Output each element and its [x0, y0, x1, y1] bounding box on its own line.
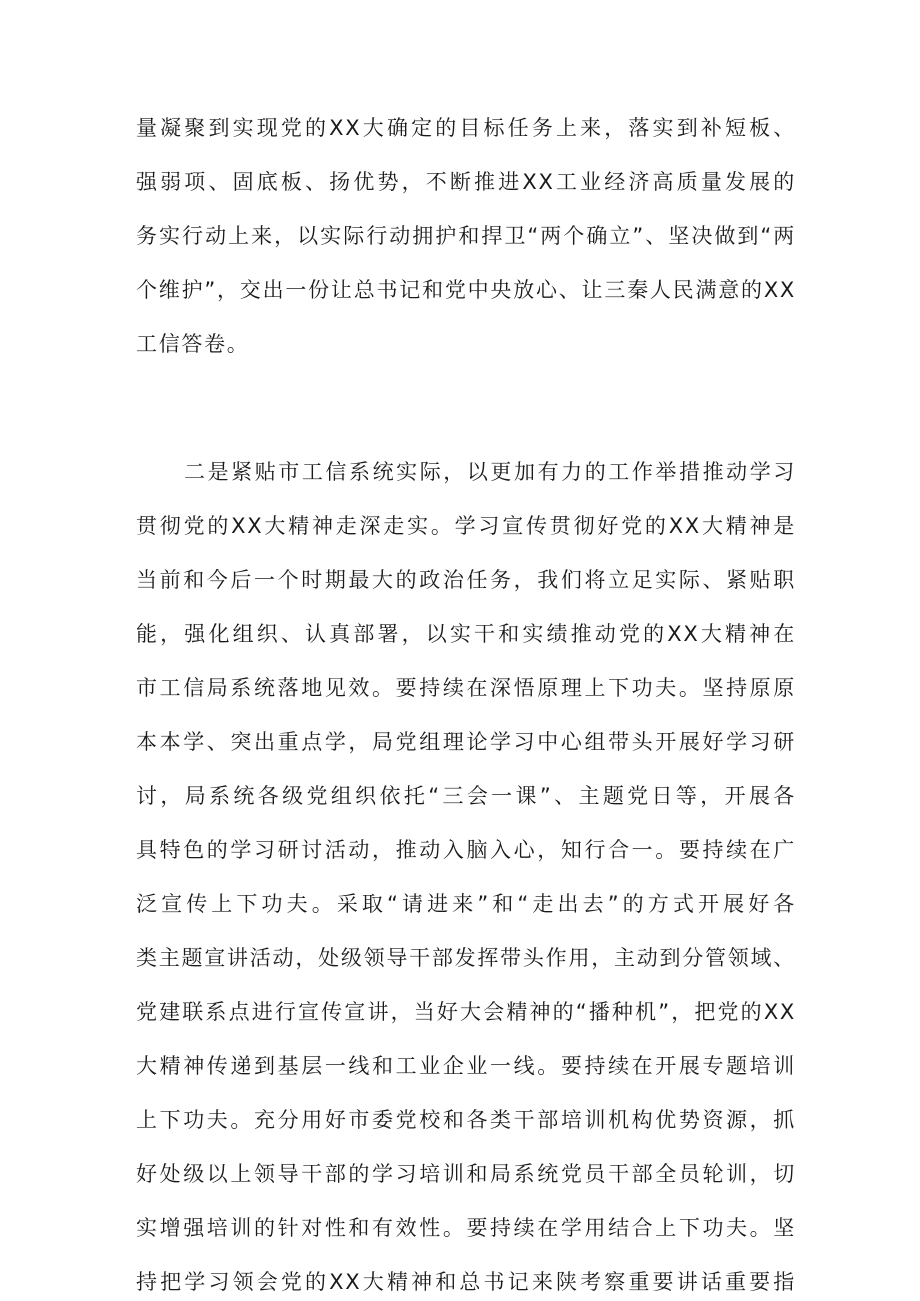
- paragraph-2-line-1: 二是紧贴市工信系统实际，以更加有力的工作举措推动学习: [184, 460, 796, 484]
- paragraph-2-line-8: 具特色的学习研讨活动，推动入脑入心，知行合一。要持续在广: [136, 838, 796, 862]
- paragraph-2-line-10: 类主题宣讲活动，处级领导干部发挥带头作用，主动到分管领域、: [136, 946, 796, 970]
- paragraph-1-line-1: 量凝聚到实现党的XX大确定的目标任务上来，落实到补短板、: [136, 116, 796, 140]
- paragraph-2-line-16: 持把学习领会党的XX大精神和总书记来陕考察重要讲话重要指: [136, 1270, 796, 1294]
- paragraph-2-line-15: 实增强培训的针对性和有效性。要持续在学用结合上下功夫。坚: [136, 1216, 796, 1240]
- paragraph-2-line-7: 讨，局系统各级党组织依托“三会一课”、主题党日等，开展各: [136, 784, 796, 808]
- paragraph-2-line-4: 能，强化组织、认真部署，以实干和实绩推动党的XX大精神在: [136, 622, 796, 646]
- paragraph-1-line-3: 务实行动上来，以实际行动拥护和捍卫“两个确立”、坚决做到“两: [136, 224, 796, 248]
- paragraph-2-line-3: 当前和今后一个时期最大的政治任务，我们将立足实际、紧贴职: [136, 568, 796, 592]
- paragraph-2-line-12: 大精神传递到基层一线和工业企业一线。要持续在开展专题培训: [136, 1054, 796, 1078]
- paragraph-2-line-6: 本本学、突出重点学，局党组理论学习中心组带头开展好学习研: [136, 730, 796, 754]
- paragraph-2-line-13: 上下功夫。充分用好市委党校和各类干部培训机构优势资源，抓: [136, 1108, 796, 1132]
- paragraph-1-line-4: 个维护”，交出一份让总书记和党中央放心、让三秦人民满意的XX: [136, 278, 796, 302]
- paragraph-2-line-5: 市工信局系统落地见效。要持续在深悟原理上下功夫。坚持原原: [136, 676, 796, 700]
- paragraph-1-line-5: 工信答卷。: [136, 332, 250, 356]
- paragraph-2-line-9: 泛宣传上下功夫。采取“请进来”和“走出去”的方式开展好各: [136, 892, 796, 916]
- paragraph-2-line-11: 党建联系点进行宣传宣讲，当好大会精神的“播种机”，把党的XX: [136, 1000, 796, 1024]
- paragraph-2-line-14: 好处级以上领导干部的学习培训和局系统党员干部全员轮训，切: [136, 1162, 796, 1186]
- paragraph-2-line-2: 贯彻党的XX大精神走深走实。学习宣传贯彻好党的XX大精神是: [136, 514, 796, 538]
- paragraph-1-line-2: 强弱项、固底板、扬优势，不断推进XX工业经济高质量发展的: [136, 170, 796, 194]
